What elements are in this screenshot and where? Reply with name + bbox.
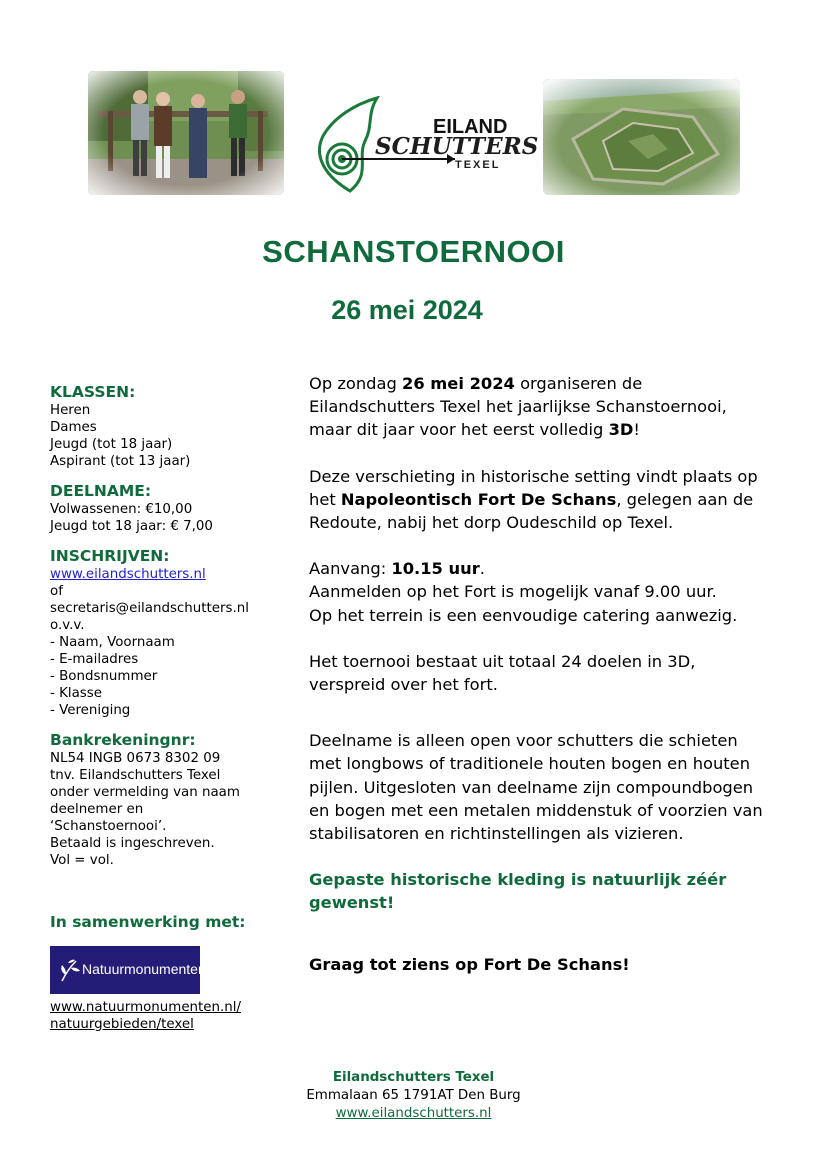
inschrijven-heading: INSCHRIJVEN: — [50, 547, 170, 565]
clothing-note — [309, 868, 789, 914]
inschrijven-item: - Klasse — [50, 686, 102, 701]
text-run: , gelegen aan de — [616, 489, 754, 509]
inschrijven-item: - E-mailadres — [50, 652, 139, 667]
sidebar-info — [50, 383, 275, 1033]
rules-paragraph — [309, 729, 789, 845]
text-run: Deze verschieting in historische setting vindt plaats op — [309, 466, 758, 486]
bank-line: deelnemer en — [50, 802, 144, 817]
text-run: Het toernooi bestaat uit totaal 24 doelen in 3D, — [309, 651, 696, 671]
main-content — [309, 372, 789, 976]
text-run: gewenst! — [309, 893, 395, 913]
deelname-item: Jeugd tot 18 jaar: € 7,00 — [50, 519, 213, 534]
klassen-item: Aspirant (tot 13 jaar) — [50, 454, 191, 469]
text-run: en bogen met een metalen middenstuk of voorzien van — [309, 800, 763, 820]
intro-paragraph — [309, 372, 789, 442]
klassen-item: Jeugd (tot 18 jaar) — [50, 437, 173, 452]
event-date: 26 mei 2024 — [331, 295, 483, 325]
samenwerking-heading: In samenwerking met: — [50, 913, 246, 931]
logo-eiland-text: EILAND — [433, 116, 508, 138]
bank-heading: Bankrekeningnr: — [50, 731, 196, 749]
page-title: SCHANSTOERNOOI — [262, 234, 565, 269]
bank-line: Betaald is ingeschreven. — [50, 836, 215, 851]
footer-address: Emmalaan 65 1791AT Den Burg — [306, 1088, 521, 1103]
bank-line: NL54 INGB 0673 8302 09 — [50, 751, 221, 766]
text-run: Op zondag — [309, 374, 402, 393]
of-text: of — [50, 584, 63, 599]
partner-url-line1[interactable]: www.natuurmonumenten.nl/ — [50, 1000, 241, 1015]
natuurmonumenten-logo[interactable] — [50, 946, 206, 994]
text-run: Deelname is alleen open voor schutters die schieten — [309, 731, 738, 751]
klassen-item: Dames — [50, 420, 97, 435]
text-run: het — [309, 489, 341, 509]
text-run: verspreid over het fort. — [309, 675, 498, 695]
klassen-heading: KLASSEN: — [50, 383, 136, 401]
fort-aerial-photo — [543, 79, 740, 195]
inschrijven-item: - Vereniging — [50, 703, 131, 718]
eilandschutters-logo — [305, 96, 539, 198]
time-paragraph — [309, 557, 789, 627]
text-run: ! — [633, 420, 640, 440]
ovv-text: o.v.v. — [50, 618, 85, 633]
inschrijven-item: - Bondsnummer — [50, 669, 158, 684]
location-paragraph — [309, 465, 789, 535]
logo-texel-text: TEXEL — [455, 159, 501, 171]
partner-url-line2[interactable]: natuurgebieden/texel — [50, 1017, 194, 1032]
closing-line — [309, 953, 789, 976]
fort-highlight: Napoleontisch Fort De Schans — [340, 489, 617, 509]
text-run: Op het terrein is een eenvoudige catering aanwezig. — [309, 605, 738, 625]
targets-paragraph — [309, 650, 789, 696]
text-run: organiseren de — [514, 374, 643, 393]
deelname-heading: DEELNAME: — [50, 482, 152, 500]
bird-plant-icon — [56, 955, 82, 985]
text-run: Redoute, nabij het dorp Oudeschild op Texel. — [309, 513, 674, 533]
bank-line: tnv. Eilandschutters Texel — [50, 768, 221, 783]
3d-highlight: 3D — [608, 420, 634, 440]
deelname-item: Volwassenen: €10,00 — [50, 502, 193, 517]
logo-schutters-text: SCHUTTERS — [375, 133, 539, 160]
closing-text: Graag tot ziens op Fort De Schans! — [309, 954, 630, 974]
natuurmonumenten-logo-text: Natuurmonumenten — [82, 961, 206, 977]
footer-website-link[interactable]: www.eilandschutters.nl — [335, 1106, 492, 1121]
text-run: . — [479, 559, 485, 579]
footer-name: Eilandschutters Texel — [332, 1070, 495, 1085]
start-time: 10.15 uur — [391, 559, 480, 579]
text-run: Aanvang: — [309, 559, 392, 579]
text-run: Aanmelden op het Fort is mogelijk vanaf 9.00 uur. — [309, 582, 717, 602]
text-run: stabilisatoren en richtinstellingen als vizieren. — [309, 824, 684, 844]
text-run: pijlen. Uitgesloten van deelname zijn compoundbogen — [309, 777, 754, 797]
date-highlight: 26 mei 2024 — [401, 374, 515, 393]
text-run: Gepaste historische kleding is natuurlijk zéér — [309, 870, 727, 890]
email-address[interactable]: secretaris@eilandschutters.nl — [50, 601, 249, 616]
klassen-item: Heren — [50, 403, 91, 418]
bank-line: ‘Schanstoernooi’. — [50, 819, 167, 834]
inschrijven-item: - Naam, Voornaam — [50, 635, 175, 650]
bank-line: Vol = vol. — [50, 853, 114, 868]
archers-photo — [88, 71, 284, 195]
text-run: met longbows of traditionele houten bogen en houten — [309, 754, 751, 774]
footer — [0, 1069, 827, 1123]
website-link[interactable]: www.eilandschutters.nl — [50, 567, 206, 582]
bank-line: onder vermelding van naam — [50, 785, 240, 800]
text-run: maar dit jaar voor het eerst volledig — [309, 420, 609, 440]
text-run: Eilandschutters Texel het jaarlijkse Schanstoernooi, — [309, 397, 727, 417]
